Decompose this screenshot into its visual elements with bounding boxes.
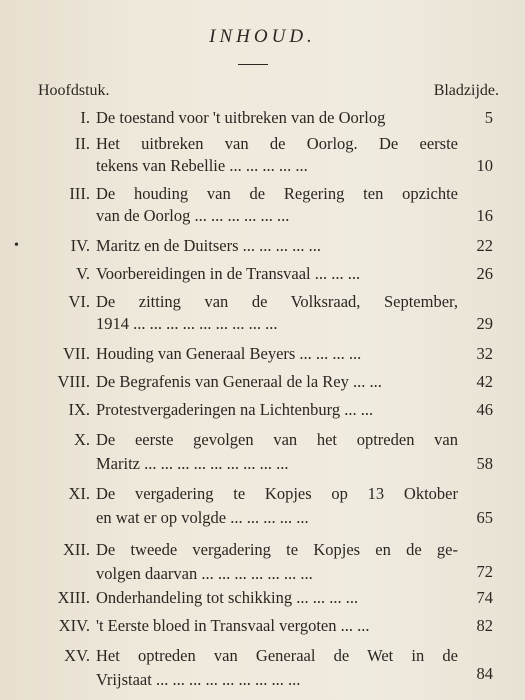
chapter-title-continued: volgen daarvan ... ... ... ... ... ... ...	[96, 564, 313, 583]
chapter-title: Protestvergaderingen na Lichtenburg ... ...	[96, 400, 374, 419]
chapter-title: De toestand voor 't uitbreken van de Oorlog	[96, 108, 386, 127]
chapter-number: II.	[74, 134, 90, 153]
chapter-title-continued: van de Oorlog ... ... ... ... ... ...	[96, 206, 290, 225]
title-underline	[238, 64, 268, 65]
chapter-title: Voorbereidingen in de Transvaal ... ... ...	[96, 264, 361, 283]
page-number: 65	[476, 508, 493, 527]
page-number: 22	[476, 236, 493, 255]
chapter-title: 't Eerste bloed in Transvaal vergoten ... ...	[96, 616, 370, 635]
chapter-number: I.	[80, 108, 90, 127]
page-number: 72	[476, 562, 493, 581]
chapter-number: XIII.	[57, 588, 90, 607]
chapter-number: VIII.	[57, 372, 90, 391]
page-number: 16	[476, 206, 493, 225]
chapter-title: De eerste gevolgen van het optreden van	[96, 430, 458, 449]
chapter-title: Het uitbreken van de Oorlog. De eerste	[96, 134, 458, 153]
chapter-column-header: Hoofdstuk.	[38, 82, 110, 99]
chapter-number: V.	[76, 264, 90, 283]
bullet-mark: •	[14, 238, 19, 253]
page-number: 5	[484, 108, 493, 127]
chapter-number: IV.	[70, 236, 90, 255]
page-number: 10	[476, 156, 493, 175]
chapter-title-continued: en wat er op volgde ... ... ... ... ...	[96, 508, 309, 527]
chapter-title-continued: tekens van Rebellie ... ... ... ... ...	[96, 156, 308, 175]
page-number: 82	[476, 616, 493, 635]
chapter-number: III.	[69, 184, 90, 203]
chapter-title: Het optreden van Generaal de Wet in de	[96, 646, 458, 665]
page-number: 26	[476, 264, 493, 283]
chapter-number: IX.	[68, 400, 90, 419]
chapter-number: VI.	[68, 292, 90, 311]
chapter-title: Onderhandeling tot schikking ... ... ... ...	[96, 588, 359, 607]
chapter-title-continued: Vrijstaat ... ... ... ... ... ... ... ... ...	[96, 670, 301, 689]
chapter-title: De Begrafenis van Generaal de la Rey ... ...	[96, 372, 382, 391]
chapter-number: XI.	[68, 484, 90, 503]
chapter-title-continued: 1914 ... ... ... ... ... ... ... ... ...	[96, 314, 278, 333]
chapter-title: Houding van Generaal Beyers ... ... ... ...	[96, 344, 362, 363]
page-number: 32	[476, 344, 493, 363]
chapter-number: XIV.	[58, 616, 90, 635]
chapter-title: De tweede vergadering te Kopjes en de ge-	[96, 540, 458, 559]
page-number: 84	[476, 664, 493, 683]
page-number: 46	[476, 400, 493, 419]
chapter-number: X.	[73, 430, 90, 449]
page-number: 29	[476, 314, 493, 333]
chapter-title: Maritz en de Duitsers ... ... ... ... ...	[96, 236, 321, 255]
chapter-title: De houding van de Regering ten opzichte	[96, 184, 458, 203]
chapter-title: De vergadering te Kopjes op 13 Oktober	[96, 484, 458, 503]
chapter-number: XV.	[64, 646, 90, 665]
chapter-title-continued: Maritz ... ... ... ... ... ... ... ... ...	[96, 454, 289, 473]
page-number: 74	[476, 588, 493, 607]
page-column-header: Bladzijde.	[433, 82, 499, 99]
page-title: INHOUD.	[209, 26, 316, 47]
chapter-number: XII.	[62, 540, 90, 559]
chapter-title: De zitting van de Volksraad, September,	[96, 292, 458, 311]
page-number: 58	[476, 454, 493, 473]
page-number: 42	[476, 372, 493, 391]
chapter-number: VII.	[62, 344, 90, 363]
